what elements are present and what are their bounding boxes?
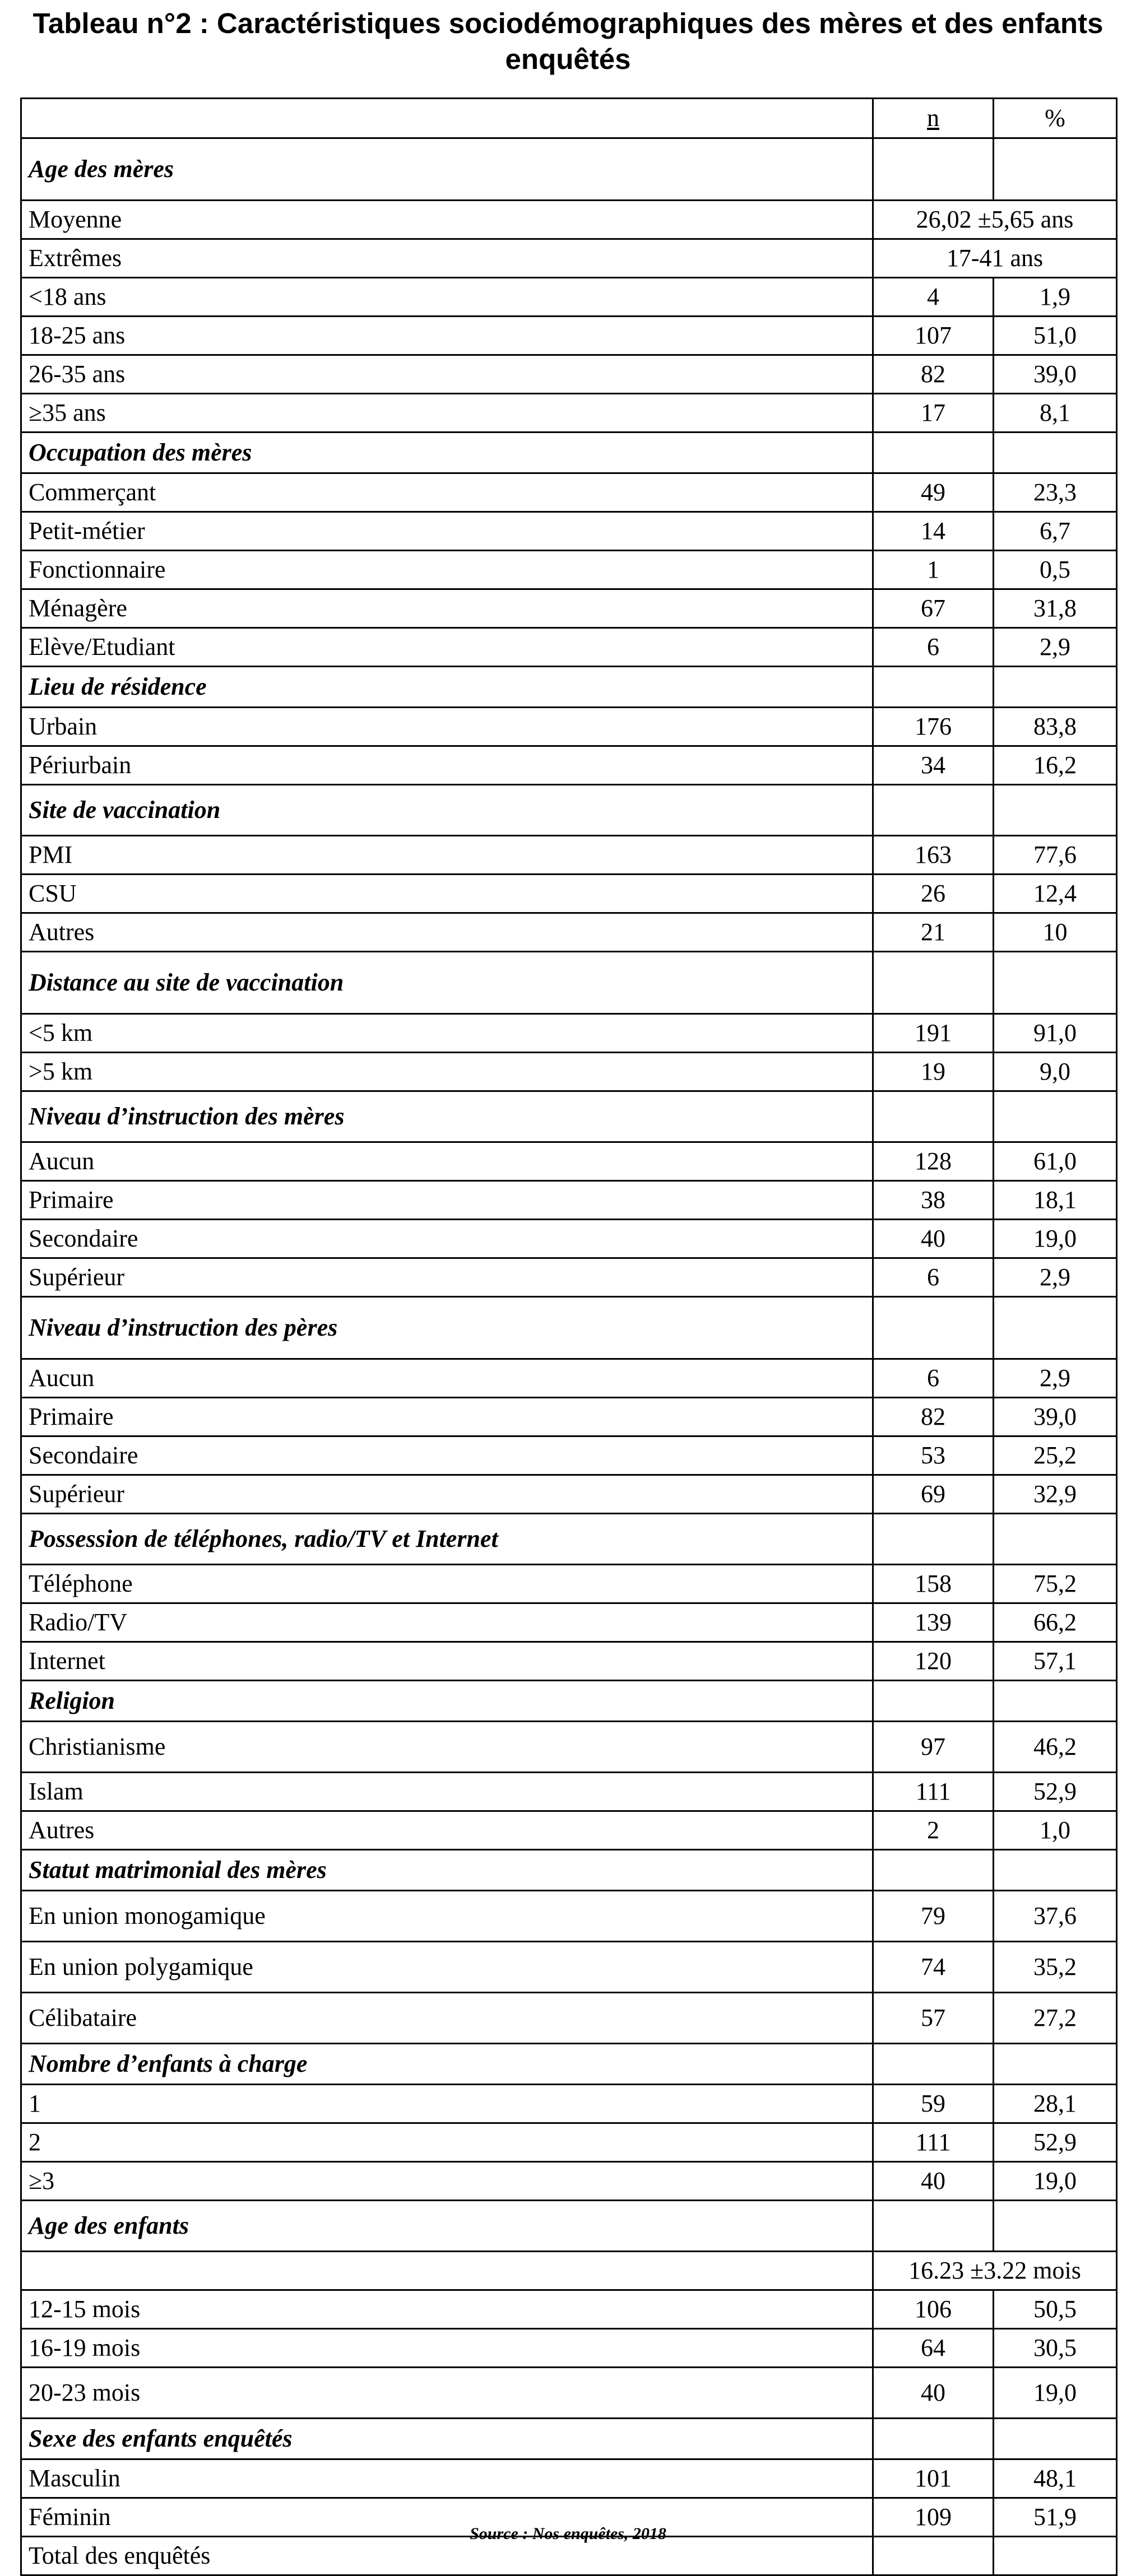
section-n-cell (873, 2044, 994, 2085)
row-label: Primaire (21, 1181, 873, 1220)
row-label: Petit-métier (21, 512, 873, 551)
row-label: Féminin (21, 2498, 873, 2537)
table-row (21, 1181, 1117, 1220)
row-label: >5 km (21, 1053, 873, 1091)
row-merged-value: 16.23 ±3.22 mois (873, 2252, 1117, 2290)
row-label: Célibataire (21, 1993, 873, 2044)
section-n-cell (873, 433, 994, 473)
row-label: Fonctionnaire (21, 551, 873, 589)
row-label: Aucun (21, 1359, 873, 1398)
row-label: En union monogamique (21, 1891, 873, 1942)
row-pct-value: 46,2 (994, 1722, 1117, 1773)
row-label: 1 (21, 2085, 873, 2123)
row-n-value: 40 (873, 2368, 994, 2419)
table-row (21, 1722, 1117, 1773)
section-header-row (21, 667, 1117, 708)
row-label: 12-15 mois (21, 2290, 873, 2329)
table-source-note: Source : Nos enquêtes, 2018 (470, 2524, 666, 2543)
section-pct-cell (994, 2201, 1117, 2252)
row-n-value: 19 (873, 1053, 994, 1091)
table-row (21, 1053, 1117, 1091)
table-row (21, 2252, 1117, 2290)
table-row (21, 2162, 1117, 2201)
section-title: Religion (21, 1681, 873, 1722)
section-n-cell (873, 2201, 994, 2252)
row-pct-value: 12,4 (994, 875, 1117, 913)
row-label: Moyenne (21, 201, 873, 239)
row-n-value: 128 (873, 1142, 994, 1181)
table-row (21, 1014, 1117, 1053)
row-n-value: 97 (873, 1722, 994, 1773)
table-row (21, 1258, 1117, 1297)
row-n-value: 120 (873, 1642, 994, 1681)
table-row (21, 836, 1117, 875)
row-pct-value: 91,0 (994, 1014, 1117, 1053)
table-row (21, 1142, 1117, 1181)
total-label: Total des enquêtés (21, 2537, 873, 2575)
row-n-value: 59 (873, 2085, 994, 2123)
row-pct-value: 28,1 (994, 2085, 1117, 2123)
table-row (21, 239, 1117, 278)
table-row (21, 394, 1117, 433)
row-label: <5 km (21, 1014, 873, 1053)
section-n-cell (873, 138, 994, 201)
row-n-value: 74 (873, 1942, 994, 1993)
table-row (21, 317, 1117, 355)
section-pct-cell (994, 1514, 1117, 1565)
section-header-row (21, 952, 1117, 1014)
row-label: En union polygamique (21, 1942, 873, 1993)
row-n-value: 107 (873, 317, 994, 355)
row-n-value: 109 (873, 2498, 994, 2537)
row-label: 20-23 mois (21, 2368, 873, 2419)
section-pct-cell (994, 2044, 1117, 2085)
row-pct-value: 57,1 (994, 1642, 1117, 1681)
row-pct-value: 18,1 (994, 1181, 1117, 1220)
section-pct-cell (994, 785, 1117, 836)
table-row (21, 201, 1117, 239)
row-n-value: 111 (873, 1773, 994, 1811)
table-title (0, 6, 1136, 77)
section-header-row (21, 1091, 1117, 1142)
table-row (21, 2459, 1117, 2498)
row-pct-value: 27,2 (994, 1993, 1117, 2044)
table-row (21, 1993, 1117, 2044)
table-row (21, 913, 1117, 952)
row-pct-value: 61,0 (994, 1142, 1117, 1181)
row-pct-value: 8,1 (994, 394, 1117, 433)
table-row (21, 1398, 1117, 1436)
table-row (21, 1603, 1117, 1642)
table-row (21, 551, 1117, 589)
row-n-value: 40 (873, 2162, 994, 2201)
table-row (21, 355, 1117, 394)
table-row (21, 589, 1117, 628)
row-n-value: 14 (873, 512, 994, 551)
row-pct-value: 35,2 (994, 1942, 1117, 1993)
row-n-value: 53 (873, 1436, 994, 1475)
section-n-cell (873, 1850, 994, 1891)
row-label: Elève/Etudiant (21, 628, 873, 667)
table-row (21, 512, 1117, 551)
row-n-value: 79 (873, 1891, 994, 1942)
table-row (21, 628, 1117, 667)
row-pct-value: 1,9 (994, 278, 1117, 317)
section-n-cell (873, 1514, 994, 1565)
row-pct-value: 2,9 (994, 1258, 1117, 1297)
row-n-value: 17 (873, 394, 994, 433)
row-pct-value: 52,9 (994, 1773, 1117, 1811)
row-n-value: 6 (873, 1359, 994, 1398)
section-n-cell (873, 2419, 994, 2459)
section-pct-cell (994, 1091, 1117, 1142)
section-pct-cell (994, 667, 1117, 708)
header-label-cell (21, 99, 873, 138)
row-label: Radio/TV (21, 1603, 873, 1642)
row-label: Ménagère (21, 589, 873, 628)
row-pct-value: 9,0 (994, 1053, 1117, 1091)
table-row (21, 708, 1117, 746)
row-label: Christianisme (21, 1722, 873, 1773)
row-label: Secondaire (21, 1436, 873, 1475)
row-pct-value: 0,5 (994, 551, 1117, 589)
section-pct-cell (994, 952, 1117, 1014)
section-title: Distance au site de vaccination (21, 952, 873, 1014)
row-n-value: 49 (873, 473, 994, 512)
row-pct-value: 77,6 (994, 836, 1117, 875)
row-n-value: 158 (873, 1565, 994, 1603)
section-title: Nombre d’enfants à charge (21, 2044, 873, 2085)
table-row (21, 2368, 1117, 2419)
row-n-value: 106 (873, 2290, 994, 2329)
row-pct-value: 2,9 (994, 628, 1117, 667)
section-n-cell (873, 1297, 994, 1359)
row-n-value: 176 (873, 708, 994, 746)
row-label (21, 2252, 873, 2290)
row-pct-value: 30,5 (994, 2329, 1117, 2368)
row-n-value: 6 (873, 628, 994, 667)
row-label: Extrêmes (21, 239, 873, 278)
row-label: Primaire (21, 1398, 873, 1436)
row-pct-value: 25,2 (994, 1436, 1117, 1475)
section-header-row (21, 1514, 1117, 1565)
row-n-value: 38 (873, 1181, 994, 1220)
row-label: 18-25 ans (21, 317, 873, 355)
section-header-row (21, 2419, 1117, 2459)
row-label: Islam (21, 1773, 873, 1811)
table-row (21, 746, 1117, 785)
table-row (21, 1942, 1117, 1993)
table-row (21, 1773, 1117, 1811)
section-header-row (21, 1681, 1117, 1722)
row-n-value: 82 (873, 355, 994, 394)
row-label: Internet (21, 1642, 873, 1681)
row-label: Périurbain (21, 746, 873, 785)
row-label: Aucun (21, 1142, 873, 1181)
row-pct-value: 51,9 (994, 2498, 1117, 2537)
table-row (21, 2290, 1117, 2329)
row-pct-value: 2,9 (994, 1359, 1117, 1398)
section-n-cell (873, 785, 994, 836)
row-n-value: 64 (873, 2329, 994, 2368)
section-pct-cell (994, 1850, 1117, 1891)
section-n-cell (873, 1091, 994, 1142)
section-title: Possession de téléphones, radio/TV et Internet (21, 1514, 873, 1565)
row-label: ≥35 ans (21, 394, 873, 433)
row-pct-value: 32,9 (994, 1475, 1117, 1514)
section-title: Niveau d’instruction des pères (21, 1297, 873, 1359)
table-row (21, 1359, 1117, 1398)
section-pct-cell (994, 138, 1117, 201)
row-pct-value: 51,0 (994, 317, 1117, 355)
section-n-cell (873, 667, 994, 708)
row-n-value: 67 (873, 589, 994, 628)
header-pct-cell: % (994, 99, 1117, 138)
row-pct-value: 19,0 (994, 2368, 1117, 2419)
table-row (21, 1891, 1117, 1942)
section-n-cell (873, 1681, 994, 1722)
table-title-line-2: enquêtés (505, 43, 631, 75)
row-label: 16-19 mois (21, 2329, 873, 2368)
row-pct-value: 1,0 (994, 1811, 1117, 1850)
table-title-line-1: Tableau n°2 : Caractéristiques sociodémographiques des mères et des enfants (33, 7, 1103, 39)
table-body (21, 99, 1117, 2575)
row-pct-value: 10 (994, 913, 1117, 952)
row-n-value: 2 (873, 1811, 994, 1850)
row-label: Supérieur (21, 1475, 873, 1514)
section-header-row (21, 1850, 1117, 1891)
row-label: 2 (21, 2123, 873, 2162)
row-n-value: 6 (873, 1258, 994, 1297)
row-n-value: 21 (873, 913, 994, 952)
row-n-value: 4 (873, 278, 994, 317)
row-label: Autres (21, 1811, 873, 1850)
row-n-value: 69 (873, 1475, 994, 1514)
section-header-row (21, 785, 1117, 836)
table-row (21, 2123, 1117, 2162)
section-header-row (21, 138, 1117, 201)
row-label: Masculin (21, 2459, 873, 2498)
table-row (21, 2329, 1117, 2368)
row-pct-value: 39,0 (994, 1398, 1117, 1436)
row-label: Commerçant (21, 473, 873, 512)
row-label: <18 ans (21, 278, 873, 317)
table-row (21, 1811, 1117, 1850)
section-title: Site de vaccination (21, 785, 873, 836)
section-header-row (21, 433, 1117, 473)
section-pct-cell (994, 1681, 1117, 1722)
section-title: Age des mères (21, 138, 873, 201)
row-merged-value: 17-41 ans (873, 239, 1117, 278)
section-title: Lieu de résidence (21, 667, 873, 708)
row-pct-value: 23,3 (994, 473, 1117, 512)
table-row (21, 2085, 1117, 2123)
row-label: PMI (21, 836, 873, 875)
row-n-value: 191 (873, 1014, 994, 1053)
row-label: Urbain (21, 708, 873, 746)
section-pct-cell (994, 433, 1117, 473)
section-header-row (21, 2201, 1117, 2252)
header-n-cell: n (873, 99, 994, 138)
section-title: Occupation des mères (21, 433, 873, 473)
row-pct-value: 50,5 (994, 2290, 1117, 2329)
row-pct-value: 66,2 (994, 1603, 1117, 1642)
row-pct-value: 83,8 (994, 708, 1117, 746)
row-pct-value: 31,8 (994, 589, 1117, 628)
table-row (21, 278, 1117, 317)
row-label: Téléphone (21, 1565, 873, 1603)
row-n-value: 26 (873, 875, 994, 913)
row-n-value: 40 (873, 1220, 994, 1258)
section-pct-cell (994, 2419, 1117, 2459)
row-pct-value: 19,0 (994, 1220, 1117, 1258)
table-row (21, 875, 1117, 913)
row-pct-value: 6,7 (994, 512, 1117, 551)
row-n-value: 139 (873, 1603, 994, 1642)
row-label: CSU (21, 875, 873, 913)
section-title: Statut matrimonial des mères (21, 1850, 873, 1891)
row-merged-value: 26,02 ±5,65 ans (873, 201, 1117, 239)
section-title: Niveau d’instruction des mères (21, 1091, 873, 1142)
row-n-value: 34 (873, 746, 994, 785)
row-n-value: 101 (873, 2459, 994, 2498)
row-n-value: 163 (873, 836, 994, 875)
row-label: 26-35 ans (21, 355, 873, 394)
section-header-row (21, 1297, 1117, 1359)
row-label: ≥3 (21, 2162, 873, 2201)
row-n-value: 82 (873, 1398, 994, 1436)
row-pct-value: 19,0 (994, 2162, 1117, 2201)
row-pct-value: 75,2 (994, 1565, 1117, 1603)
table-row (21, 1436, 1117, 1475)
section-header-row (21, 2044, 1117, 2085)
table-row (21, 473, 1117, 512)
table-row (21, 1642, 1117, 1681)
row-pct-value: 48,1 (994, 2459, 1117, 2498)
table-row (21, 1565, 1117, 1603)
row-pct-value: 52,9 (994, 2123, 1117, 2162)
table-row (21, 1475, 1117, 1514)
row-label: Supérieur (21, 1258, 873, 1297)
section-title: Age des enfants (21, 2201, 873, 2252)
row-pct-value: 16,2 (994, 746, 1117, 785)
section-n-cell (873, 952, 994, 1014)
row-pct-value: 39,0 (994, 355, 1117, 394)
row-n-value: 111 (873, 2123, 994, 2162)
table-row (21, 1220, 1117, 1258)
row-n-value: 57 (873, 1993, 994, 2044)
section-title: Sexe des enfants enquêtés (21, 2419, 873, 2459)
row-pct-value: 37,6 (994, 1891, 1117, 1942)
section-pct-cell (994, 1297, 1117, 1359)
header-row (21, 99, 1117, 138)
row-n-value: 1 (873, 551, 994, 589)
sociodemographic-table (20, 97, 1118, 2576)
row-label: Secondaire (21, 1220, 873, 1258)
row-label: Autres (21, 913, 873, 952)
